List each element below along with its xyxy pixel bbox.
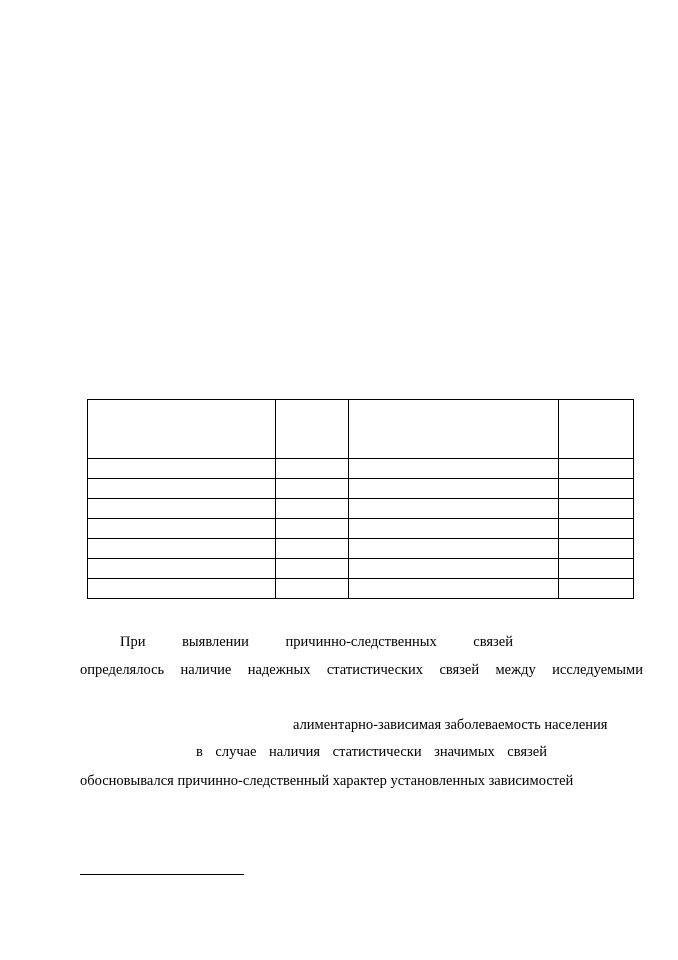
table-cell: [559, 539, 634, 559]
table-cell: [276, 499, 349, 519]
table-cell: [88, 459, 276, 479]
data-table: [87, 399, 634, 599]
paragraph-line-5: обосновывался причинно-следственный характер установленных зависимостей: [80, 773, 574, 789]
word: При: [120, 634, 146, 650]
table-cell: [349, 459, 559, 479]
paragraph-line-3: алиментарно-зависимая заболеваемость населения: [293, 717, 608, 733]
table-cell: [559, 479, 634, 499]
word: выявлении: [182, 634, 249, 650]
paragraph-line-1: [120, 633, 513, 651]
paragraph-line-2: [80, 661, 643, 679]
table-cell: [276, 539, 349, 559]
table-cell: [559, 519, 634, 539]
word: статистически: [332, 744, 422, 760]
table-cell: [88, 579, 276, 599]
table-row: [88, 579, 634, 599]
table-row: [88, 499, 634, 519]
footnote-separator: [80, 874, 244, 875]
word: исследуемыми: [552, 662, 643, 678]
table-cell: [88, 479, 276, 499]
table-cell: [276, 459, 349, 479]
table-header-cell: [349, 400, 559, 459]
word: надежных: [247, 662, 311, 678]
table-header-cell: [559, 400, 634, 459]
word: между: [495, 662, 536, 678]
paragraph-line-4: [196, 743, 547, 761]
table-row: [88, 459, 634, 479]
word: значимых: [434, 744, 495, 760]
table-header-cell: [88, 400, 276, 459]
word: наличия: [269, 744, 321, 760]
table-cell: [276, 559, 349, 579]
table-cell: [88, 519, 276, 539]
table-cell: [559, 579, 634, 599]
table-cell: [88, 559, 276, 579]
table-cell: [276, 479, 349, 499]
table-cell: [88, 499, 276, 519]
word: статистических: [326, 662, 424, 678]
table-row: [88, 539, 634, 559]
table-cell: [349, 499, 559, 519]
table-cell: [349, 539, 559, 559]
table-header-cell: [276, 400, 349, 459]
table-header-row: [88, 400, 634, 459]
table-cell: [349, 479, 559, 499]
word: причинно-следственных: [285, 634, 437, 650]
word: связей: [473, 634, 513, 650]
table-cell: [559, 499, 634, 519]
word: определялось: [80, 662, 165, 678]
table-cell: [349, 559, 559, 579]
table-cell: [349, 519, 559, 539]
table-row: [88, 559, 634, 579]
word: случае: [215, 744, 257, 760]
word: наличие: [180, 662, 232, 678]
table-cell: [276, 579, 349, 599]
table-cell: [276, 519, 349, 539]
table-row: [88, 479, 634, 499]
word: связей: [439, 662, 480, 678]
table-row: [88, 519, 634, 539]
word: в: [196, 744, 203, 760]
table-cell: [349, 579, 559, 599]
table-cell: [88, 539, 276, 559]
table-cell: [559, 559, 634, 579]
word: связей: [507, 744, 547, 760]
table-cell: [559, 459, 634, 479]
